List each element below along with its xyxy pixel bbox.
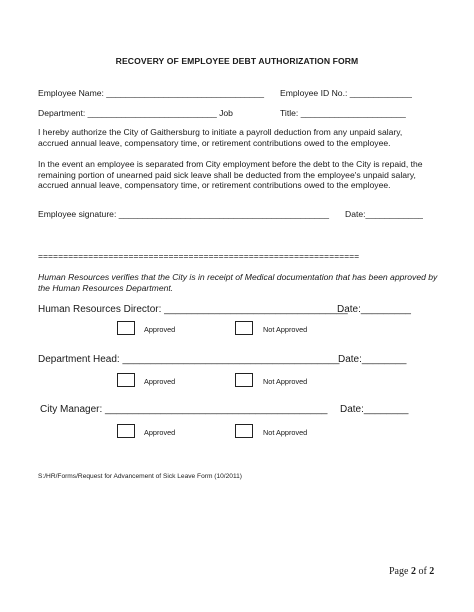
department-head-approved-checkbox[interactable] bbox=[117, 373, 135, 387]
job-title-field[interactable]: Title: ______________________ bbox=[280, 108, 406, 118]
department-head-not-approved-label: Not Approved bbox=[263, 377, 308, 386]
page-total: 2 bbox=[429, 566, 435, 577]
city-manager-not-approved-checkbox[interactable] bbox=[235, 424, 253, 438]
city-manager-signature-field[interactable]: City Manager: ________________________________________ bbox=[40, 404, 328, 415]
form-path-footer: S:/HR/Forms/Request for Advancement of Sick Leave Form (10/2011) bbox=[38, 473, 243, 480]
employee-signature-field[interactable]: Employee signature: ____________________________________________ bbox=[38, 209, 330, 219]
separator-line: ================================================================ bbox=[38, 251, 360, 261]
employee-name-field[interactable]: Employee Name: _________________________________ bbox=[38, 88, 265, 98]
city-manager-date-field[interactable]: Date:________ bbox=[340, 404, 409, 415]
hr-director-not-approved-checkbox[interactable] bbox=[235, 321, 253, 335]
hr-director-date-field[interactable]: Date:_________ bbox=[337, 304, 411, 315]
department-head-date-field[interactable]: Date:________ bbox=[338, 354, 407, 365]
separation-paragraph bbox=[38, 159, 438, 191]
hr-director-not-approved-label: Not Approved bbox=[263, 325, 308, 334]
department-head-signature-field[interactable]: Department Head: _______________________________________ bbox=[38, 354, 340, 365]
department-head-approved-label: Approved bbox=[144, 377, 176, 386]
city-manager-approved-label: Approved bbox=[144, 428, 176, 437]
page-of: of bbox=[415, 566, 430, 577]
department-head-not-approved-checkbox[interactable] bbox=[235, 373, 253, 387]
department-field[interactable]: Department: ___________________________ Job bbox=[38, 108, 233, 118]
page-current: 2 bbox=[410, 566, 416, 577]
separation-line: accrued annual leave, compensatory time, or retirement contributions owed to the employee. bbox=[38, 180, 391, 191]
employee-signature-date-field[interactable]: Date:____________ bbox=[345, 209, 423, 219]
employee-id-field[interactable]: Employee ID No.: _____________ bbox=[280, 88, 412, 98]
authorization-line: accrued annual leave, compensatory time, or retirement contributions owed to the employee. bbox=[38, 137, 391, 148]
hr-note-line: Human Resources verifies that the City is in receipt of Medical documentation that has been approved by bbox=[38, 272, 438, 282]
city-manager-not-approved-label: Not Approved bbox=[263, 428, 308, 437]
hr-director-approved-checkbox[interactable] bbox=[117, 321, 135, 335]
page-number bbox=[389, 566, 434, 577]
form-title: RECOVERY OF EMPLOYEE DEBT AUTHORIZATION FORM bbox=[115, 56, 359, 66]
page-prefix: Page bbox=[389, 566, 411, 577]
hr-director-approved-label: Approved bbox=[144, 325, 176, 334]
authorization-line: I hereby authorize the City of Gaithersburg to initiate a payroll deduction from any unpaid salary, bbox=[38, 127, 403, 137]
separation-line: In the event an employee is separated from City employment before the debt to the City is repaid, the bbox=[38, 159, 423, 169]
hr-verification-note bbox=[38, 272, 438, 293]
authorization-paragraph bbox=[38, 127, 438, 148]
hr-note-line: the Human Resources Department. bbox=[38, 282, 174, 293]
separation-line: remaining portion of unearned paid sick leave shall be deducted from the employee's unpaid salary, bbox=[38, 169, 416, 180]
city-manager-approved-checkbox[interactable] bbox=[117, 424, 135, 438]
hr-director-signature-field[interactable]: Human Resources Director: _________________________________ bbox=[38, 304, 348, 315]
